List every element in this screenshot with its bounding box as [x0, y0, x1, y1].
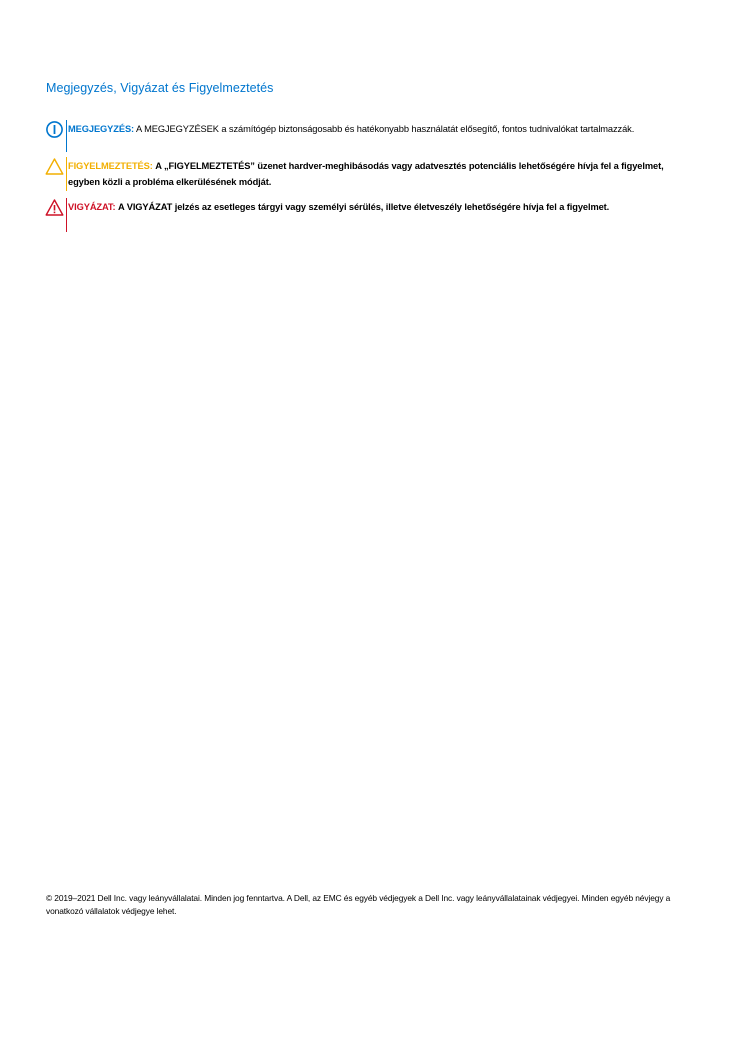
caution-text — [68, 199, 666, 215]
warning-triangle-icon — [45, 157, 64, 176]
warning-label: FIGYELMEZTETÉS: — [68, 161, 153, 171]
caution-divider — [66, 198, 67, 232]
caution-label: VIGYÁZAT: — [68, 202, 116, 212]
note-notice — [45, 120, 665, 152]
caution-body: A VIGYÁZAT jelzés az esetleges tárgyi vagy személyi sérülés, illetve életveszély lehetőségére hívja fel a figyelmet. — [117, 202, 610, 212]
copyright-footer: © 2019–2021 Dell Inc. vagy leányvállalatai. Minden jog fenntartva. A Dell, az EMC és egyéb védjegyek a Dell Inc. vagy leányvállalatainak védjegyei. Minden egyéb névjegy a vonatkozó vállalatok védjegye lehet. — [46, 893, 671, 916]
warning-divider — [66, 157, 67, 191]
caution-triangle-icon — [45, 198, 64, 217]
note-body: A MEGJEGYZÉSEK a számítógép biztonságosabb és hatékonyabb használatát elősegítő, fontos tudnivalókat tartalmazzák. — [136, 124, 635, 134]
warning-notice — [45, 157, 665, 191]
info-circle-icon — [45, 120, 64, 139]
note-divider — [66, 120, 67, 152]
caution-notice — [45, 198, 665, 232]
note-text — [68, 121, 666, 137]
warning-text — [68, 158, 666, 190]
page-heading: Megjegyzés, Vigyázat és Figyelmeztetés — [46, 81, 274, 95]
note-label: MEGJEGYZÉS: — [68, 124, 135, 134]
warning-body: A „FIGYELMEZTETÉS” üzenet hardver-meghibásodás vagy adatvesztés potenciális lehetőségére hívja fel a figyelmet, egyben közli a probléma elkerülésének módját. — [68, 161, 664, 187]
